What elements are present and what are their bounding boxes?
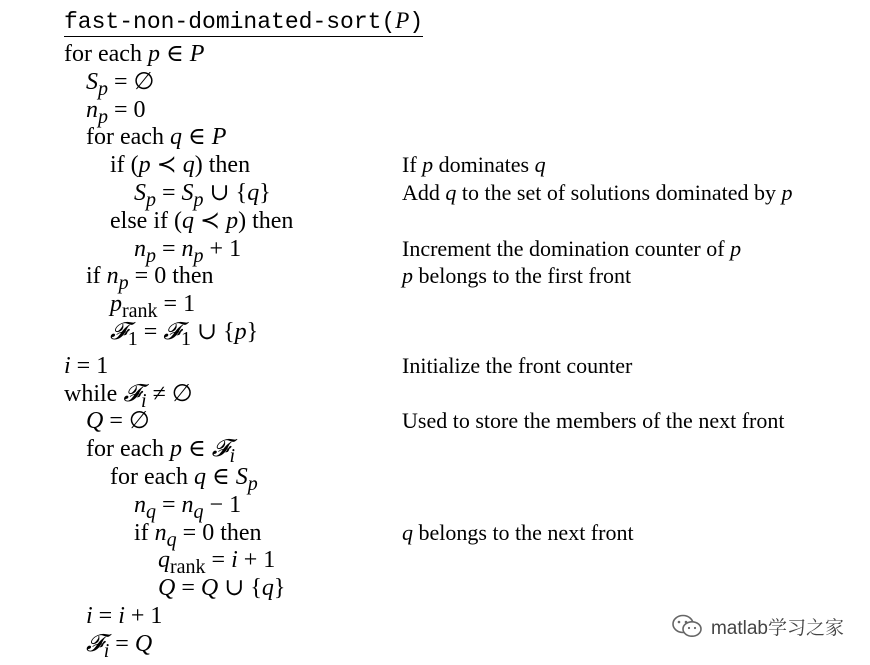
code-line: $S_p = S_p$ ∪ {q}	[134, 180, 271, 211]
code-comment: p belongs to the first front	[402, 263, 632, 288]
code-line: $p_{rank} = 1$	[110, 291, 196, 322]
code-comment: If p dominates q	[402, 152, 546, 177]
code-comment: Used to store the members of the next front	[402, 408, 785, 433]
code-line: $n_q = n_q - 1$	[134, 492, 242, 523]
code-line: i = 1	[64, 353, 109, 379]
code-line: for each p ∈ 𝓕$_i$	[86, 436, 235, 467]
code-line: i = i + 1	[86, 603, 163, 629]
watermark	[671, 609, 844, 643]
code-line: for each p ∈ P	[64, 41, 205, 67]
code-line: else if (q ≺ p) then	[110, 208, 294, 234]
code-line: if $n_q = 0$ then	[134, 520, 262, 551]
code-line: for each q ∈ $S_p$	[110, 464, 258, 495]
code-comment: Initialize the front counter	[402, 353, 633, 378]
algorithm-title: fast-non-dominated-sort(P)	[64, 8, 424, 35]
code-comment: Increment the domination counter of p	[402, 236, 742, 261]
code-line: $n_p = n_p + 1$	[134, 236, 242, 267]
code-line: $q_{rank} = i + 1$	[158, 547, 276, 578]
code-line: if (p ≺ q) then	[110, 152, 251, 178]
code-comment: Add q to the set of solutions dominated by p	[402, 180, 793, 205]
code-line: 𝓕$_1$ = 𝓕$_1$ ∪ {p}	[110, 319, 259, 350]
code-line: Q = ∅	[86, 408, 150, 434]
code-line: while 𝓕$_i$ ≠ ∅	[64, 381, 193, 412]
code-line: $S_p$ = ∅	[86, 69, 155, 100]
code-comment: q belongs to the next front	[402, 520, 634, 545]
code-line: for each q ∈ P	[86, 124, 227, 150]
code-line: $n_p = 0$	[86, 97, 146, 128]
code-line: Q = Q ∪ {q}	[158, 575, 286, 601]
function-argument: P	[395, 8, 410, 33]
wechat-icon	[671, 613, 703, 639]
code-line: 𝓕$_i$ = Q	[86, 631, 153, 662]
function-name: fast-non-dominated-sort	[64, 9, 382, 35]
code-line: if $n_p = 0$ then	[86, 263, 214, 294]
watermark-text: matlab学习之家	[710, 617, 844, 639]
